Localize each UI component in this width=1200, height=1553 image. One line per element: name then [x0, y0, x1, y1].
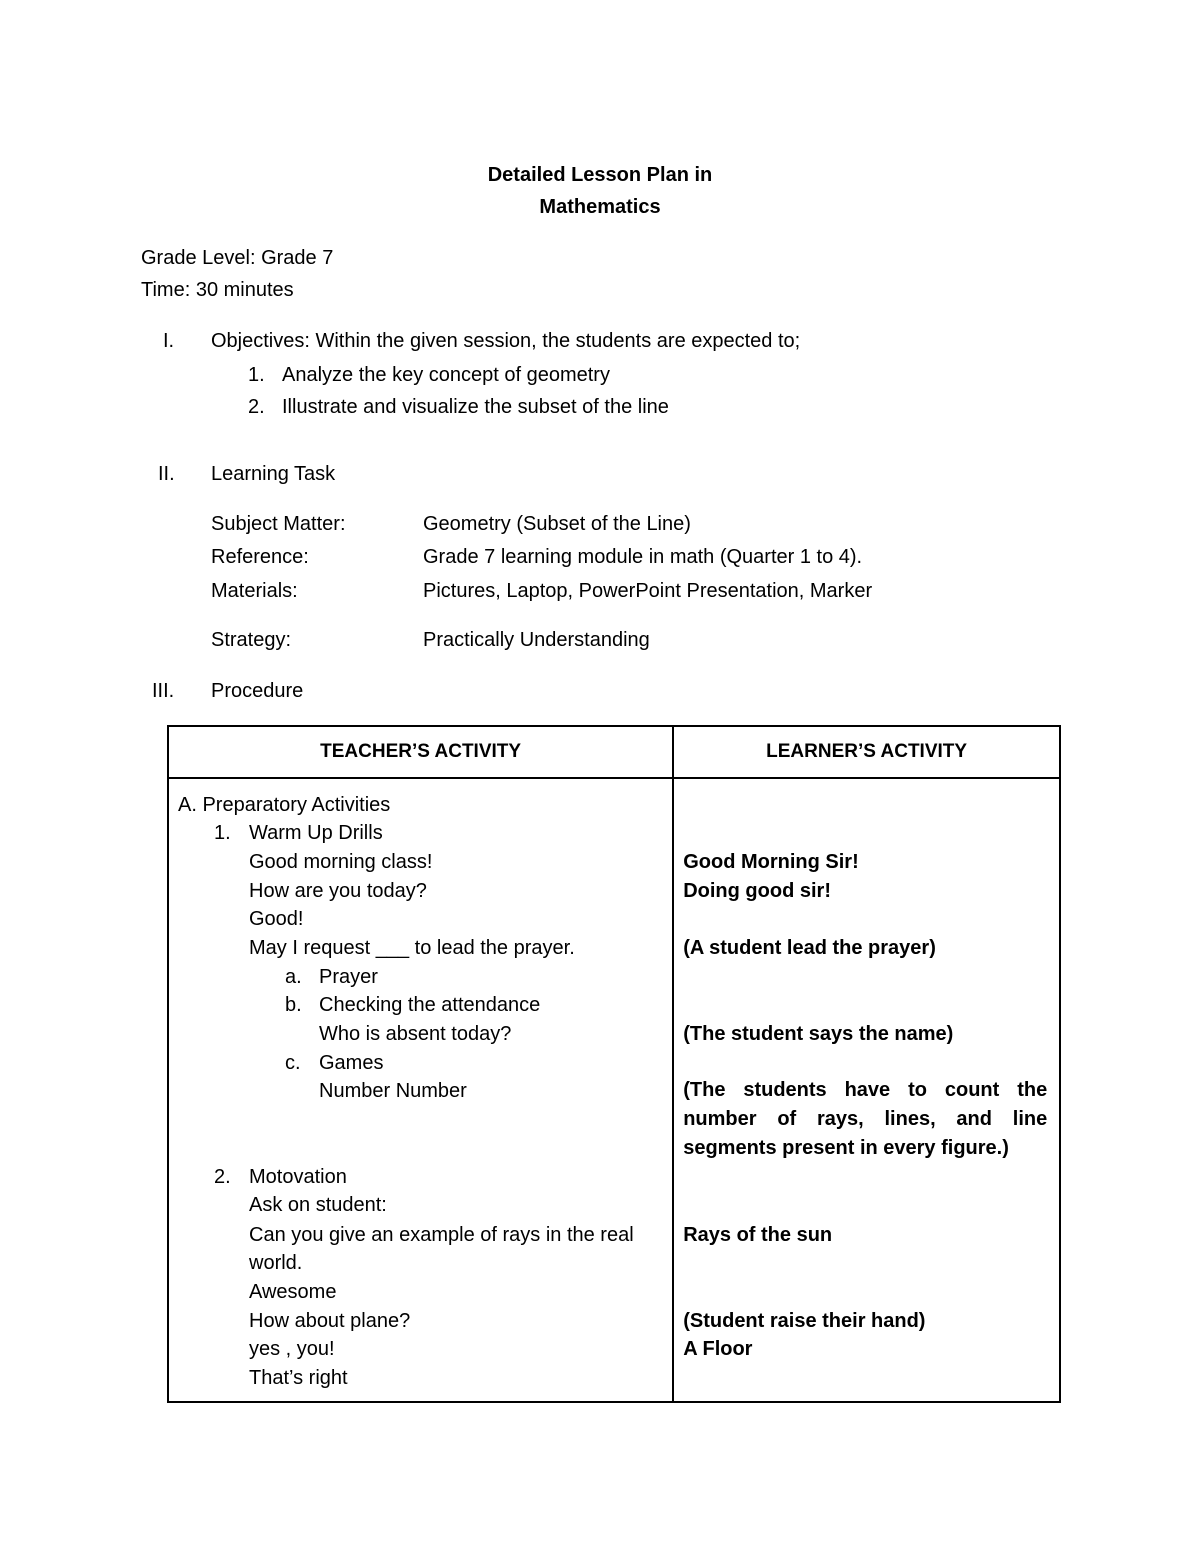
strategy-label: Strategy:: [211, 629, 292, 651]
learner-says-name: (The student says the name): [683, 1023, 954, 1045]
learner-raise-hand: (Student raise their hand): [683, 1310, 926, 1332]
item-2-number: 2.: [214, 1166, 231, 1188]
teacher-rays-question-1: Can you give an example of rays in the real: [249, 1224, 634, 1246]
objective-2-number: 2.: [248, 396, 265, 418]
materials-value: Pictures, Laptop, PowerPoint Presentation, Marker: [423, 580, 873, 602]
document-title: Detailed Lesson Plan in: [487, 164, 713, 186]
item-1-title: Warm Up Drills: [249, 822, 383, 844]
teacher-activity-header: TEACHER’S ACTIVITY: [168, 726, 673, 778]
subject-matter-value: Geometry (Subset of the Line): [423, 513, 691, 535]
item-2-title: Motovation: [249, 1166, 347, 1188]
teacher-ask-student: Ask on student:: [249, 1194, 387, 1216]
reference-value: Grade 7 learning module in math (Quarter 1 to 4).: [423, 546, 863, 568]
grade-level: Grade Level: Grade 7: [141, 247, 334, 269]
teacher-awesome: Awesome: [249, 1281, 337, 1303]
objective-2-text: Illustrate and visualize the subset of the line: [282, 396, 669, 418]
materials-label: Materials:: [211, 580, 298, 602]
objective-1-number: 1.: [248, 364, 265, 386]
table-row: [168, 778, 1060, 1402]
section-a-heading: A. Preparatory Activities: [178, 794, 391, 816]
teacher-absent-question: Who is absent today?: [319, 1023, 512, 1045]
learning-task-numeral: II.: [158, 463, 175, 485]
teacher-good: Good!: [249, 908, 304, 930]
learner-activity-cell: [673, 778, 1060, 1402]
table-header-row: [168, 726, 1060, 778]
learner-doing-good: Doing good sir!: [683, 880, 831, 902]
objectives-numeral: I.: [163, 330, 175, 352]
objective-1-text: Analyze the key concept of geometry: [282, 364, 610, 386]
learner-greeting-reply: Good Morning Sir!: [683, 851, 859, 873]
sub-a-letter: a.: [285, 966, 302, 988]
learner-rays-answer: Rays of the sun: [683, 1224, 833, 1246]
learner-count-figures: (The students have to count the number of rays, lines, and line segments present in every figure.): [683, 1079, 1048, 1159]
learning-task-heading: Learning Task: [211, 463, 336, 485]
subject-matter-label: Subject Matter:: [211, 513, 346, 535]
learner-floor: A Floor: [683, 1338, 753, 1360]
teacher-yes-you: yes , you!: [249, 1338, 335, 1360]
reference-label: Reference:: [211, 546, 309, 568]
sub-b-attendance: Checking the attendance: [319, 994, 541, 1016]
procedure-table: [167, 725, 1061, 1403]
teacher-how-are-you: How are you today?: [249, 880, 427, 902]
time-allotment: Time: 30 minutes: [141, 279, 294, 301]
teacher-greeting: Good morning class!: [249, 851, 433, 873]
game-name: Number Number: [319, 1080, 467, 1102]
sub-c-letter: c.: [285, 1052, 301, 1074]
learner-prayer: (A student lead the prayer): [683, 937, 936, 959]
sub-b-letter: b.: [285, 994, 302, 1016]
objectives-heading: Objectives: Within the given session, the students are expected to;: [211, 330, 801, 352]
sub-c-games: Games: [319, 1052, 384, 1074]
teacher-request-prayer: May I request ___ to lead the prayer.: [249, 937, 575, 959]
strategy-value: Practically Understanding: [423, 629, 650, 651]
procedure-heading: Procedure: [211, 680, 304, 702]
teacher-plane-question: How about plane?: [249, 1310, 411, 1332]
teacher-rays-question-2: world.: [249, 1252, 303, 1274]
item-1-number: 1.: [214, 822, 231, 844]
learner-activity-header: LEARNER’S ACTIVITY: [673, 726, 1060, 778]
teacher-thats-right: That’s right: [249, 1367, 348, 1389]
procedure-numeral: III.: [152, 680, 175, 702]
sub-a-prayer: Prayer: [319, 966, 378, 988]
document-subject: Mathematics: [539, 196, 661, 218]
teacher-activity-cell: [168, 778, 673, 1402]
